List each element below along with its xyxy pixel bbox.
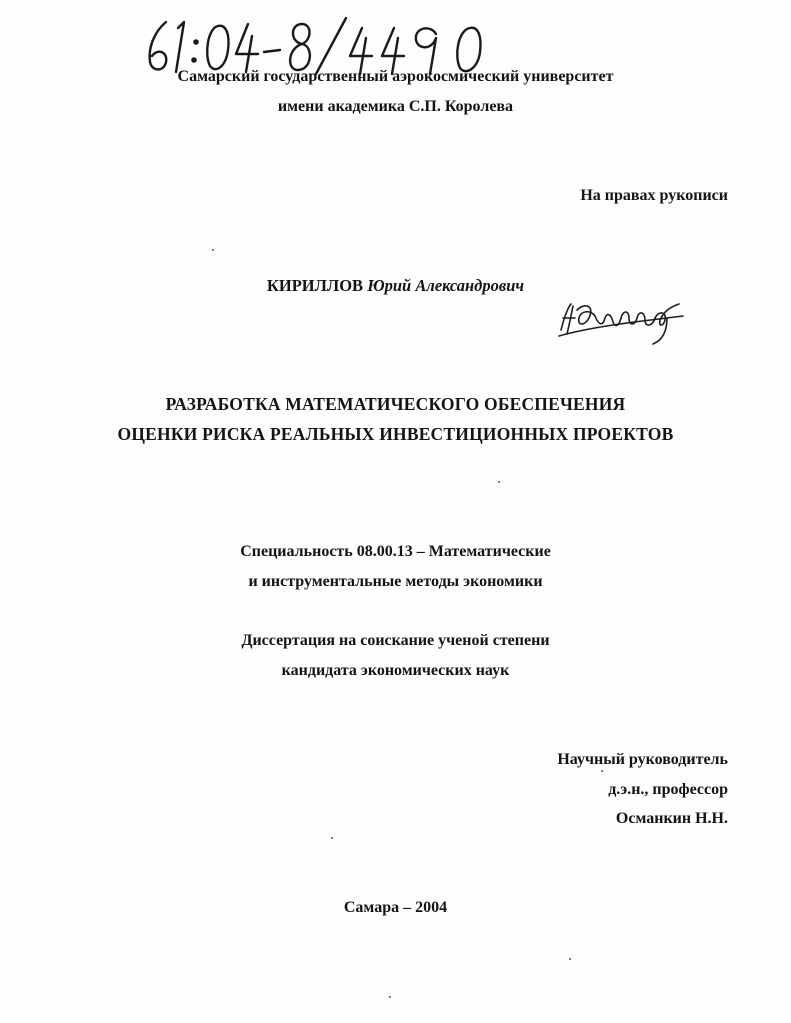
specialty-line2: и инструментальные методы экономики bbox=[248, 573, 543, 590]
dissertation-title-line1: РАЗРАБОТКА МАТЕМАТИЧЕСКОГО ОБЕСПЕЧЕНИЯ bbox=[165, 394, 626, 414]
author-line bbox=[0, 276, 791, 296]
place-and-year: Самара – 2004 bbox=[343, 899, 448, 916]
scan-speck bbox=[389, 996, 391, 998]
supervisor-name: Османкин Н.Н. bbox=[615, 810, 728, 827]
dissertation-degree-line1: Диссертация на соискание ученой степени bbox=[241, 632, 550, 649]
dissertation-degree-line2: кандидата экономических наук bbox=[281, 662, 510, 679]
supervisor-role: Научный руководитель bbox=[557, 751, 728, 768]
supervisor-degree: д.э.н., профессор bbox=[608, 781, 728, 798]
rights-note: На правах рукописи bbox=[580, 187, 728, 204]
scan-speck bbox=[569, 958, 571, 960]
scan-speck bbox=[601, 770, 603, 772]
author-given-names: Юрий Александрович bbox=[367, 276, 525, 295]
university-name-line1: Самарский государственный аэрокосмический университет bbox=[177, 68, 614, 85]
author-surname: КИРИЛЛОВ bbox=[266, 276, 364, 295]
scan-speck bbox=[498, 481, 500, 483]
dissertation-title-line2: ОЦЕНКИ РИСКА РЕАЛЬНЫХ ИНВЕСТИЦИОННЫХ ПРОЕКТОВ bbox=[117, 424, 674, 444]
scan-speck bbox=[331, 837, 333, 839]
author-signature bbox=[555, 296, 690, 348]
university-name-line2: имени академика С.П. Королева bbox=[277, 98, 514, 115]
specialty-line1: Специальность 08.00.13 – Математические bbox=[240, 543, 551, 560]
scan-speck bbox=[212, 249, 214, 251]
